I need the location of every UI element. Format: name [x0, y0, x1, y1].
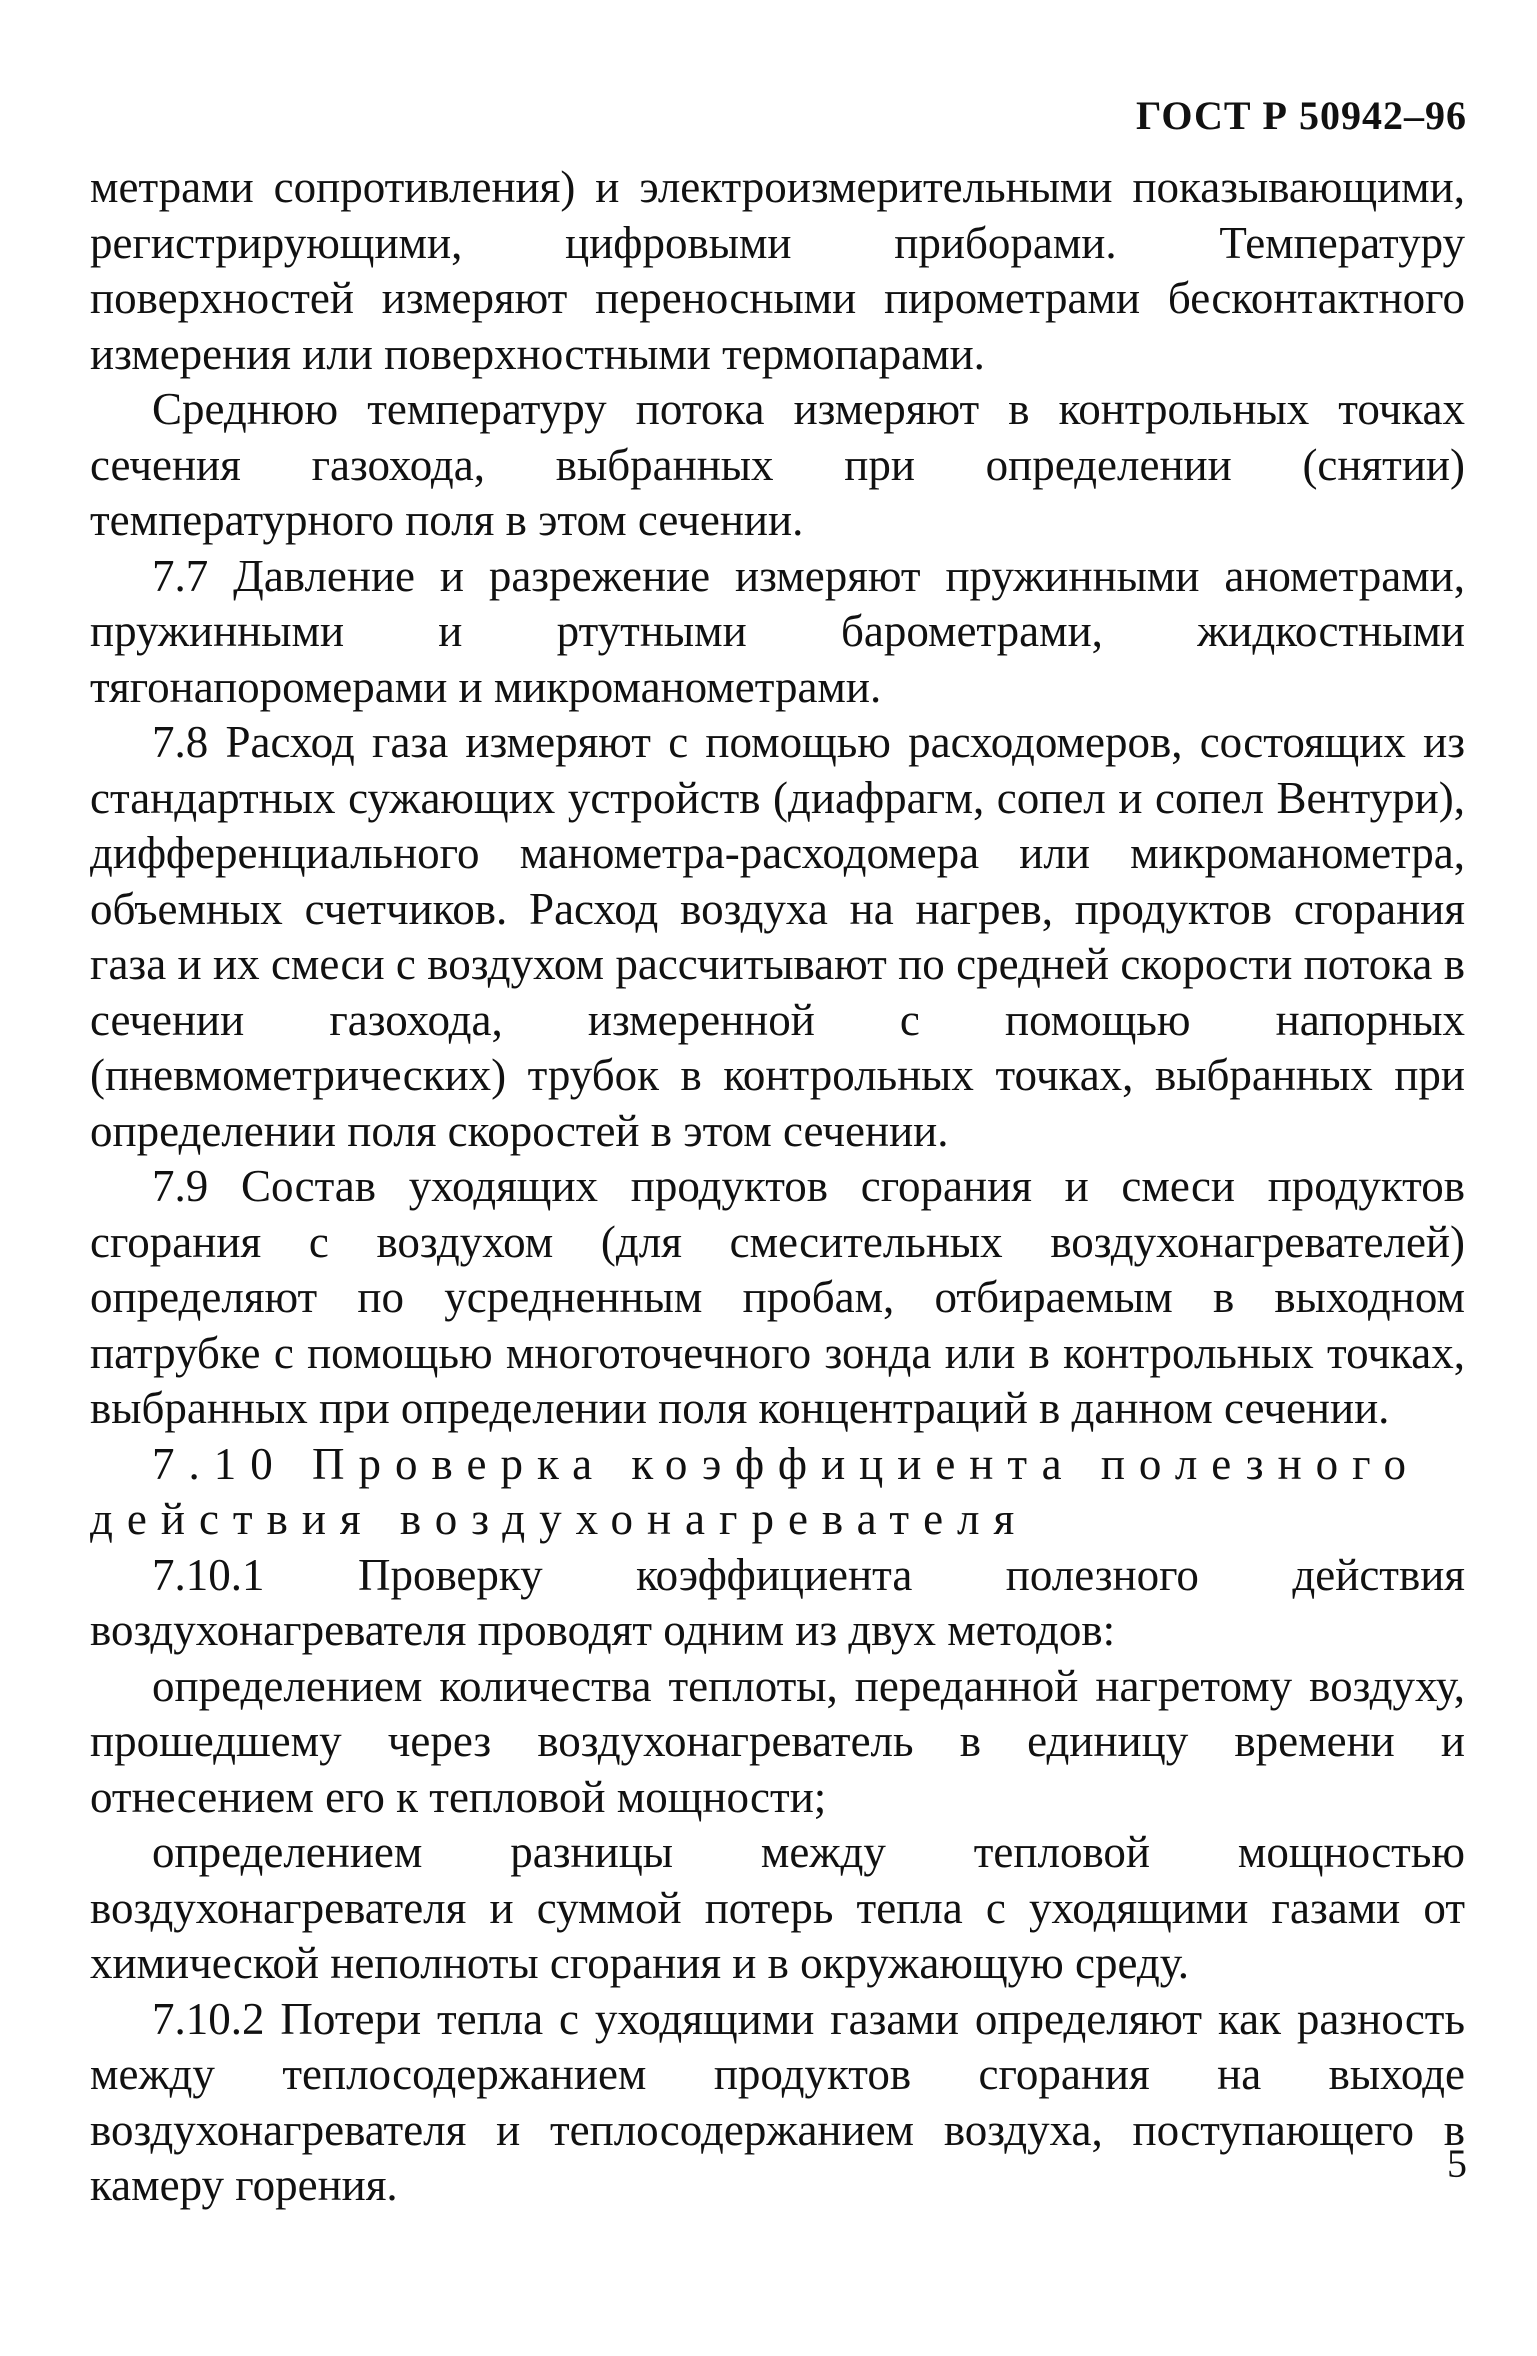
paragraph-7-10-1: 7.10.1 Проверку коэффициента полезного действия воздухонагревателя проводят одним из двух методов: — [90, 1549, 1465, 1655]
document-body — [90, 160, 1465, 2214]
paragraph-mean-temperature: Среднюю температуру потока измеряют в контрольных точках сечения газохода, выбранных при определении (снятии) температурного поля в этом сечении. — [90, 384, 1465, 545]
document-header: ГОСТ Р 50942–96 — [1135, 93, 1467, 138]
page-number: 5 — [1447, 2141, 1467, 2186]
list-item-method-2: определением разницы между тепловой мощностью воздухонагревателя и суммой потерь тепла с уходящими газами от химической неполноты сгорания и в окружающую среду. — [90, 1827, 1465, 1988]
section-heading-7-10: 7.10 Проверка коэффициента полезного действия воздухонагревателя — [90, 1438, 1420, 1544]
paragraph-continuation: метрами сопротивления) и электроизмерительными показывающими, регистрирующими, цифровыми приборами. Температуру поверхностей измеряют переносными пирометрами бесконтактного измерения или поверхностными термопарами. — [90, 162, 1465, 379]
list-item-method-1: определением количества теплоты, переданной нагретому воздуху, прошедшему через воздухонагреватель в единицу времени и отнесением его к тепловой мощности; — [90, 1660, 1465, 1822]
paragraph-7-9: 7.9 Состав уходящих продуктов сгорания и смеси продуктов сгорания с воздухом (для смесительных воздухонагревателей) определяют по усредненным пробам, отбираемым в выходном патрубке с помощью многоточечного зонда или в контрольных точках, выбранных при определении поля концентраций в данном сечении. — [90, 1161, 1465, 1433]
paragraph-7-8: 7.8 Расход газа измеряют с помощью расходомеров, состоящих из стандартных сужающих устройств (диафрагм, сопел и сопел Вентури), дифференциального манометра-расходомера или микроманометра, объемных счетчиков. Расход воздуха на нагрев, продуктов сгорания газа и их смеси с воздухом рассчитывают по средней скорости потока в сечении газохода, измеренной с помощью напорных (пневмометрических) трубок в контрольных точках, выбранных при определении поля скоростей в этом сечении. — [90, 717, 1465, 1156]
paragraph-7-7: 7.7 Давление и разрежение измеряют пружинными анометрами, пружинными и ртутными барометрами, жидкостными тягонапоромерами и микроманометрами. — [90, 550, 1465, 712]
paragraph-7-10-2: 7.10.2 Потери тепла с уходящими газами определяют как разность между теплосодержанием продуктов сгорания на выходе воздухонагревателя и теплосодержанием воздуха, поступающего в камеру горения. — [90, 1993, 1465, 2210]
